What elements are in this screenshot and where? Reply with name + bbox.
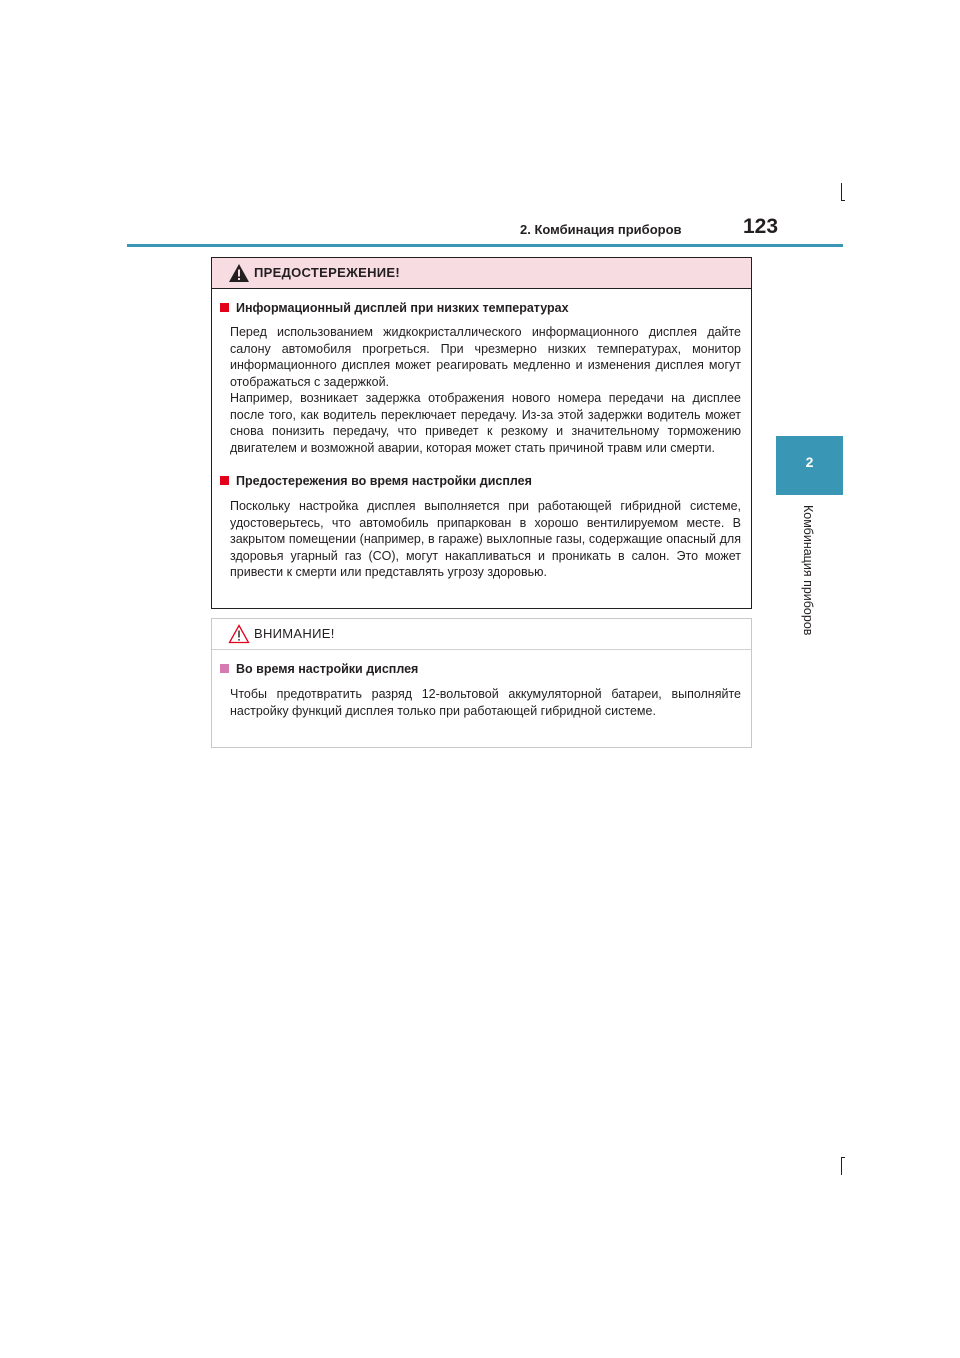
warning-triangle-icon xyxy=(228,263,250,283)
caution-title: ПРЕДОСТЕРЕЖЕНИЕ! xyxy=(254,265,401,280)
caution-section-body xyxy=(230,324,741,456)
caution-box xyxy=(211,257,752,609)
bullet-square-icon xyxy=(220,476,229,485)
chapter-tab xyxy=(776,436,843,495)
caution-section-body xyxy=(230,498,741,581)
notice-title: ВНИМАНИЕ! xyxy=(254,626,335,641)
notice-section-heading: Во время настройки дисплея xyxy=(220,662,418,676)
crop-mark-top-tick xyxy=(841,200,845,201)
chapter-label: Комбинация приборов xyxy=(801,505,815,636)
caution-header xyxy=(212,258,751,289)
notice-box xyxy=(211,618,752,748)
paragraph: Чтобы предотвратить разряд 12-вольтовой аккумуляторной батареи, выполняйте настройку функций дисплея только при работающей гибридной системе. xyxy=(230,687,741,718)
notice-section-body xyxy=(230,686,741,719)
paragraph: Поскольку настройка дисплея выполняется при работающей гибридной системе, удостоверьтесь, что автомобиль припаркован в хорошо вентилируемом месте. В закрытом помещении (например, в гараже) выхлопные газы, содержащие опасный для здоровья угарный газ (CO), могут накапливаться и проникать в салон. Это может привести к смерти или представлять угрозу здоровью. xyxy=(230,499,741,579)
bullet-square-icon xyxy=(220,664,229,673)
warning-triangle-outline-icon xyxy=(228,624,250,644)
caution-section-heading: Информационный дисплей при низких температурах xyxy=(220,301,569,315)
paragraph: Перед использованием жидкокристаллического информационного дисплея дайте салону автомобиля прогреться. При чрезмерно низких температурах, монитор информационного дисплея может реагировать медленно и изменения дисплея могут отображаться с задержкой. xyxy=(230,325,741,389)
crop-mark-bottom xyxy=(841,1157,842,1175)
bullet-square-icon xyxy=(220,303,229,312)
running-header-section: 2. Комбинация приборов xyxy=(520,222,682,237)
chapter-number: 2 xyxy=(805,454,814,470)
header-rule xyxy=(127,244,843,247)
page-number: 123 xyxy=(743,215,779,238)
caution-section-heading: Предостережения во время настройки дисплея xyxy=(220,474,532,488)
crop-mark-top xyxy=(841,183,842,201)
crop-mark-bottom-tick xyxy=(841,1157,845,1158)
notice-header xyxy=(212,619,751,650)
paragraph: Например, возникает задержка отображения нового номера передачи на дисплее после того, как водитель переключает передачу. Из-за этой задержки водитель может снова понизить передачу, что приведет к резкому и значительному торможению двигателем и возможной аварии, которая может стать причиной травм или смерти. xyxy=(230,391,741,455)
